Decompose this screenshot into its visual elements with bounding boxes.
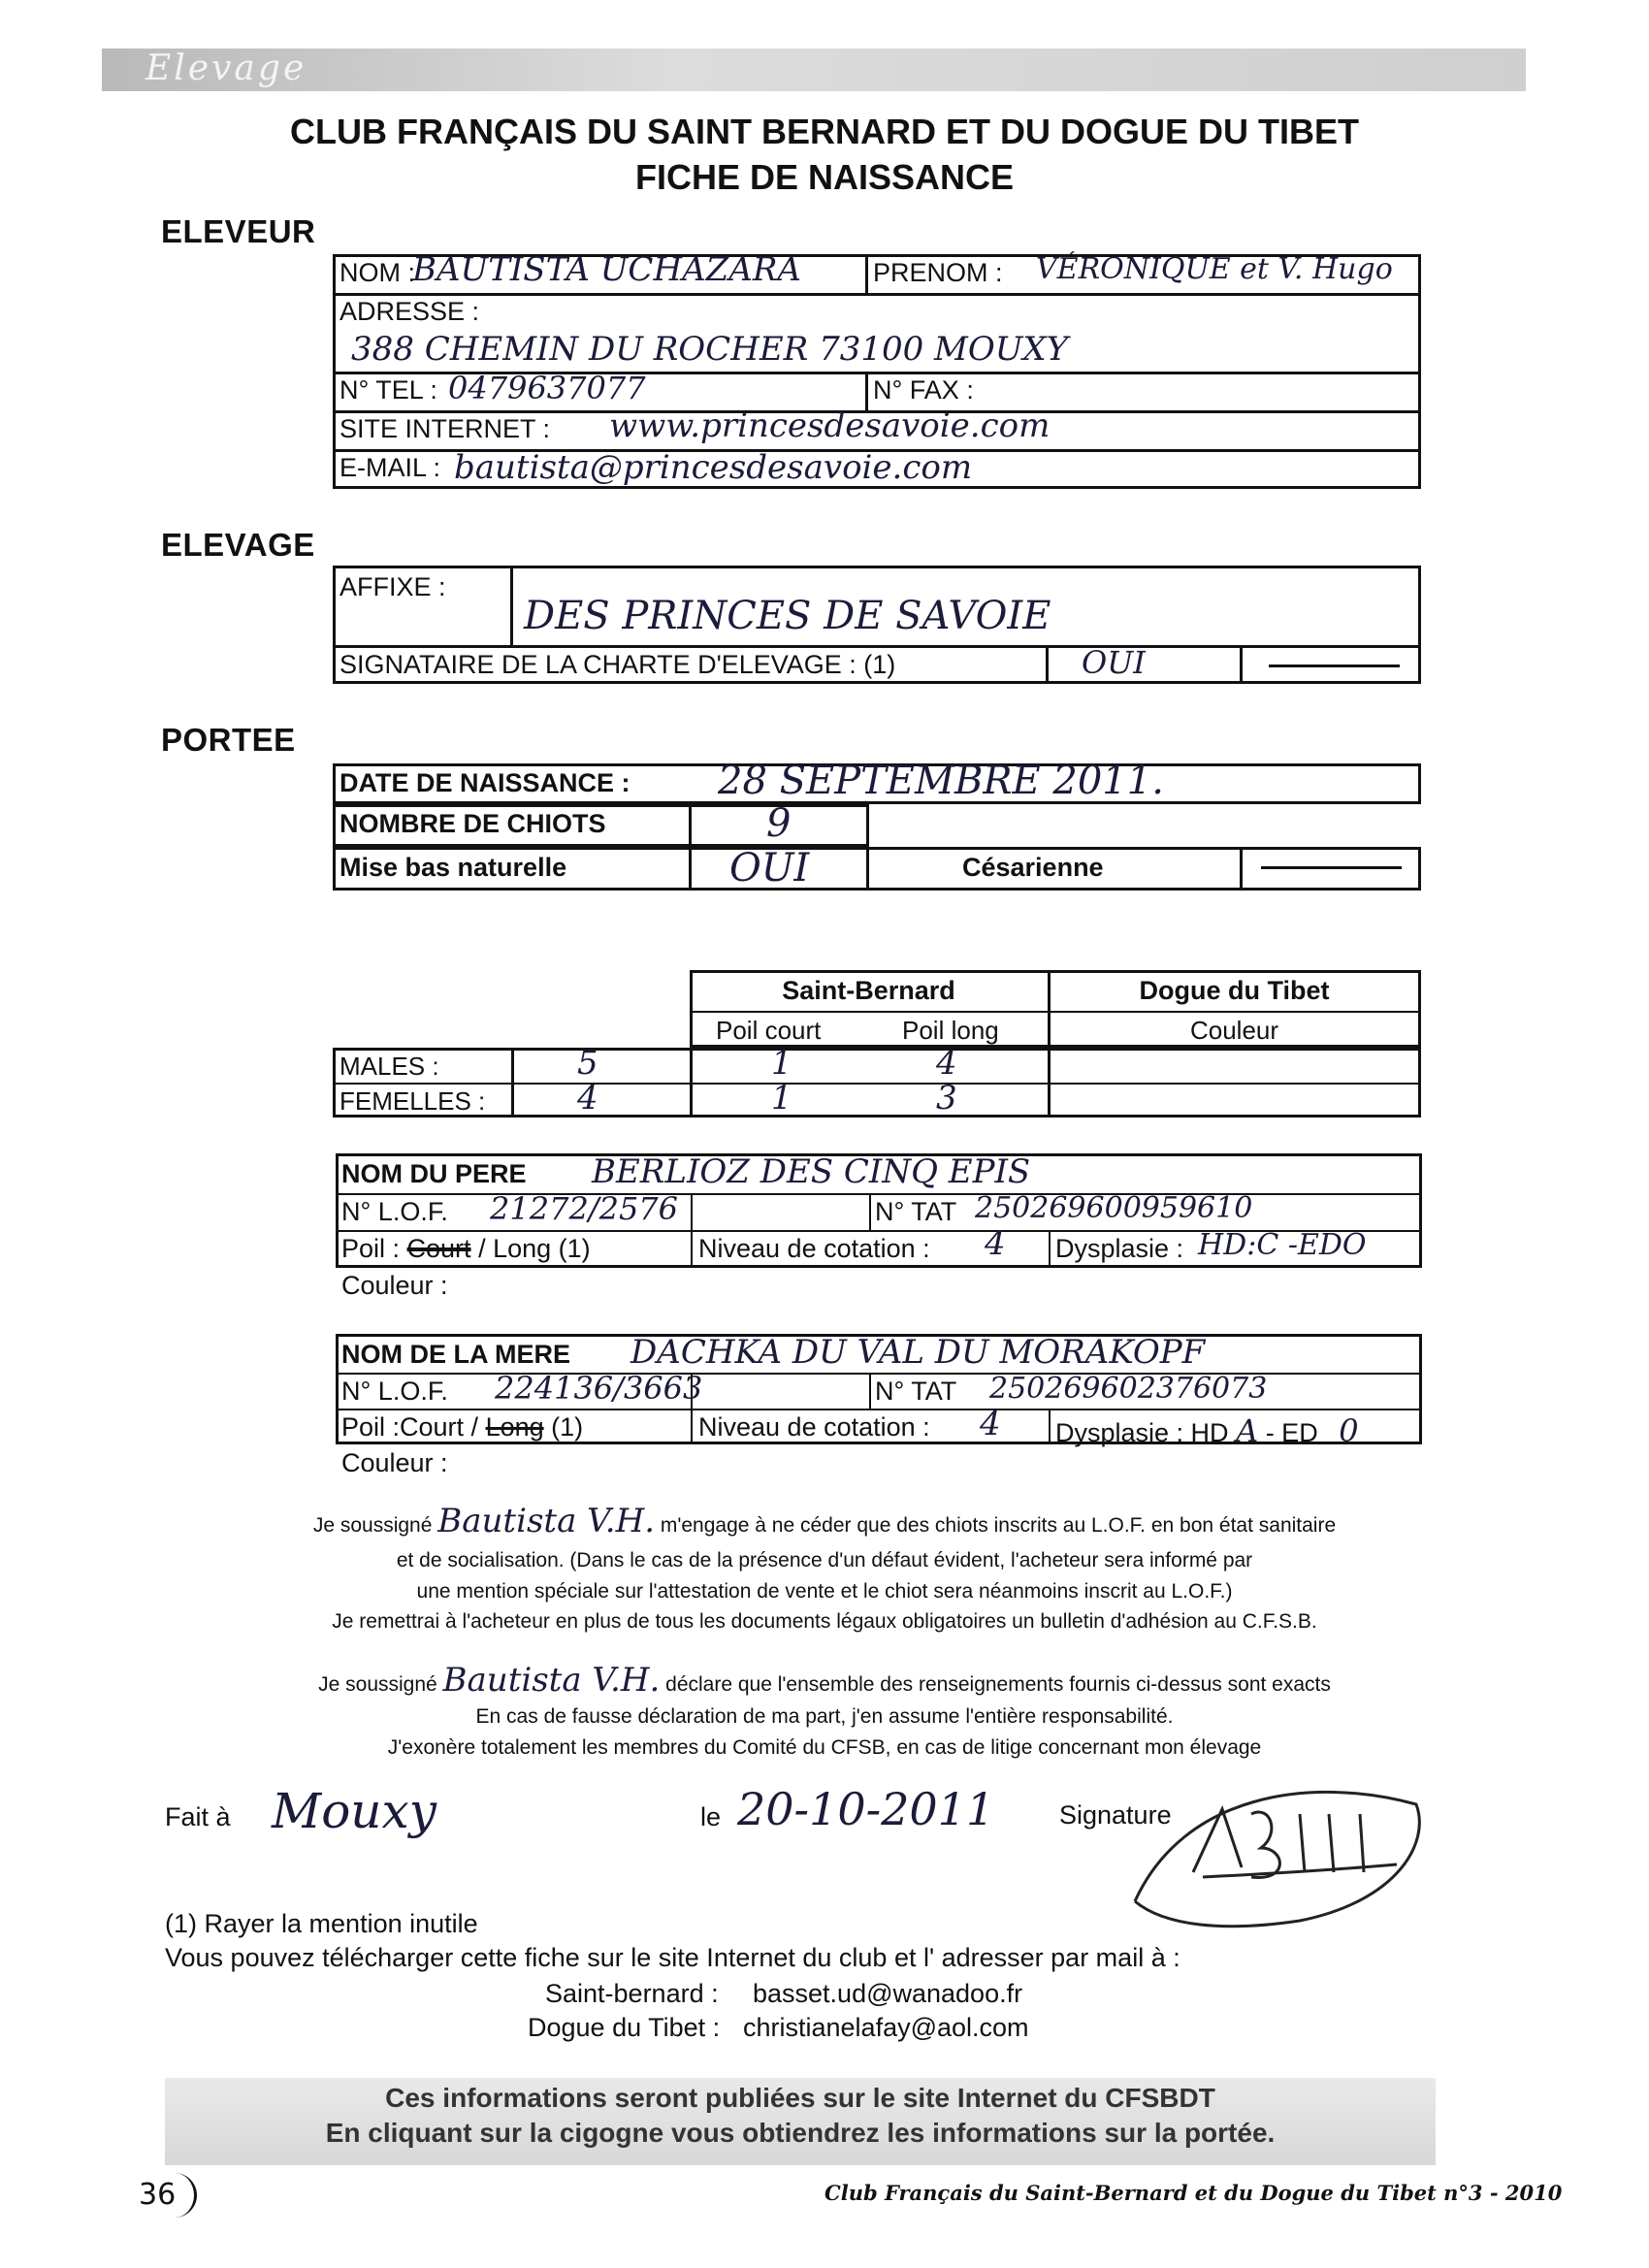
page-number: 36 [139,2178,177,2212]
nom-label: NOM : [340,258,415,287]
section-eleveur: ELEVEUR [161,213,316,249]
page-subtitle: FICHE DE NAISSANCE [634,157,1015,197]
chiots-value: 9 [766,801,792,846]
pere-label: NOM DU PERE [341,1159,527,1188]
mere-value: DACHKA DU VAL DU MORAKOPF [630,1333,1206,1372]
site-label: SITE INTERNET : [340,414,551,443]
adresse-label: ADRESSE : [340,297,480,326]
charte-oui: OUI [1082,644,1146,681]
males-total: 5 [577,1044,598,1083]
mere-lof-value: 224136/3663 [495,1370,703,1407]
sb-header: Saint-Bernard [782,976,955,1005]
sb-contact-email[interactable]: basset.ud@wanadoo.fr [753,1979,1023,2008]
males-poil-long: 4 [936,1044,957,1083]
header-band-label: Elevage [146,49,307,88]
pere-value: BERLIOZ DES CINQ EPIS [592,1152,1031,1191]
males-label: MALES : [340,1052,439,1081]
signature-initials-1: Bautista V.H. [437,1502,656,1540]
declaration-line2: En cas de fausse déclaration de ma part, j'en assume l'entière responsabilité. [475,1705,1174,1728]
page-title: CLUB FRANÇAIS DU SAINT BERNARD ET DU DOGUE DU TIBET [290,112,1359,151]
naturelle-label: Mise bas naturelle [340,853,567,882]
males-poil-court: 1 [771,1044,792,1083]
mere-dysplasie-hd: A [1236,1412,1259,1449]
telecharger-note: Vous pouvez télécharger cette fiche sur le site Internet du club et l' adresser par mail à : [165,1943,1180,1972]
tel-value: 0479637077 [448,370,646,406]
tel-label: N° TEL : [340,375,437,405]
signature-label: Signature [1059,1800,1172,1830]
declaration-line3: J'exonère totalement les membres du Comité du CFSB, en cas de litige concernant mon élevage [387,1736,1262,1759]
pere-dysplasie-value: HD:C -EDO [1198,1228,1367,1262]
footer-line2[interactable]: En cliquant sur la cigogne vous obtiendrez les informations sur la portée. [325,2118,1276,2148]
le-label: le [700,1802,722,1831]
mere-cotation-value: 4 [980,1405,1001,1443]
page-number-bracket [173,2173,197,2218]
engagement-line3: une mention spéciale sur l'attestation de vente et le chiot sera néanmoins inscrit au L.O.F.) [416,1580,1233,1603]
date-naissance-value: 28 SEPTEMBRE 2011. [718,759,1164,803]
pere-lof-value: 21272/2576 [490,1190,679,1227]
declaration-line1: Je soussigné Bautista V.H. déclare que l'ensemble des renseignements fournis ci-dessus sont exacts [318,1661,1331,1700]
pere-couleur-label: Couleur : [341,1271,448,1300]
poil-long-header: Poil long [902,1016,999,1045]
mere-couleur-label: Couleur : [341,1448,448,1477]
le-value: 20-10-2011 [737,1783,995,1835]
prenom-label: PRENOM : [873,258,1003,287]
chiots-label: NOMBRE DE CHIOTS [340,809,606,838]
rayer-note: (1) Rayer la mention inutile [165,1909,478,1938]
mere-cotation-label: Niveau de cotation : [698,1412,930,1442]
femelles-total: 4 [577,1079,598,1118]
pere-poil: Poil : Court / Long (1) [341,1234,591,1263]
poil-court-header: Poil court [716,1016,822,1045]
dt-contact-email[interactable]: christianelafay@aol.com [743,2013,1029,2042]
dt-contact-label: Dogue du Tibet : [528,2013,721,2042]
pere-cotation-value: 4 [985,1224,1006,1263]
femelles-label: FEMELLES : [340,1086,486,1116]
sb-contact-label: Saint-bernard : [545,1979,719,2008]
footer-line1: Ces informations seront publiées sur le site Internet du CFSBDT [385,2083,1215,2113]
section-elevage: ELEVAGE [161,527,315,563]
cesarienne-label: Césarienne [962,853,1104,882]
adresse-value: 388 CHEMIN DU ROCHER 73100 MOUXY [351,330,1069,369]
mere-tat-value: 250269602376073 [989,1372,1268,1406]
dt-header: Dogue du Tibet [1139,976,1330,1005]
signature-scribble [1106,1756,1436,1935]
pere-tat-value: 250269600959610 [975,1191,1253,1225]
signature-initials-2: Bautista V.H. [442,1661,661,1700]
prenom-value: VÉRONIQUE et V. Hugo [1036,252,1393,286]
mere-poil-struck: Long [485,1412,544,1442]
email-label: E-MAIL : [340,453,441,482]
pere-poil-struck: Court [406,1234,471,1263]
nom-value: BAUTISTA UCHAZARA [412,250,801,289]
mere-poil: Poil :Court / Long (1) [341,1412,584,1442]
affixe-value: DES PRINCES DE SAVOIE [524,594,1051,638]
fait-value: Mouxy [272,1783,436,1839]
engagement-line1: Je soussigné Bautista V.H. m'engage à ne céder que des chiots inscrits au L.O.F. en bon état sanitaire [312,1502,1337,1540]
fait-label: Fait à [165,1802,231,1831]
naturelle-value: OUI [729,846,810,891]
email-value: bautista@princesdesavoie.com [454,448,973,487]
mere-tat-label: N° TAT [875,1377,957,1406]
couleur-header: Couleur [1189,1016,1279,1045]
affixe-label: AFFIXE : [340,572,446,601]
pere-lof-label: N° L.O.F. [341,1197,448,1226]
section-portee: PORTEE [161,722,296,758]
femelles-poil-court: 1 [771,1079,792,1118]
header-band [102,49,1526,91]
femelles-poil-long: 3 [936,1079,957,1118]
engagement-line4: Je remettrai à l'acheteur en plus de tous les documents légaux obligatoires un bulletin d'adhésion au C.F.S.B. [332,1610,1317,1633]
charte-label: SIGNATAIRE DE LA CHARTE D'ELEVAGE : (1) [340,650,896,679]
date-naissance-label: DATE DE NAISSANCE : [340,768,630,797]
publication-footer: Club Français du Saint-Bernard et du Dogue du Tibet n°3 - 2010 [824,2181,1563,2205]
mere-dysplasie-ed: 0 [1339,1412,1359,1449]
mere-lof-label: N° L.O.F. [341,1377,448,1406]
pere-tat-label: N° TAT [875,1197,957,1226]
pere-cotation-label: Niveau de cotation : [698,1234,930,1263]
site-value: www.princesdesavoie.com [609,406,1051,445]
mere-dysplasie: Dysplasie : HD A - ED 0 [1055,1412,1359,1449]
cesarienne-strike [1261,866,1402,869]
charte-non-strike [1269,664,1400,667]
pere-dysplasie-label: Dysplasie : [1055,1234,1184,1263]
mere-label: NOM DE LA MERE [341,1340,570,1369]
engagement-line2: et de socialisation. (Dans le cas de la présence d'un défaut évident, l'acheteur sera informé par [396,1549,1253,1571]
fax-label: N° FAX : [873,375,974,405]
